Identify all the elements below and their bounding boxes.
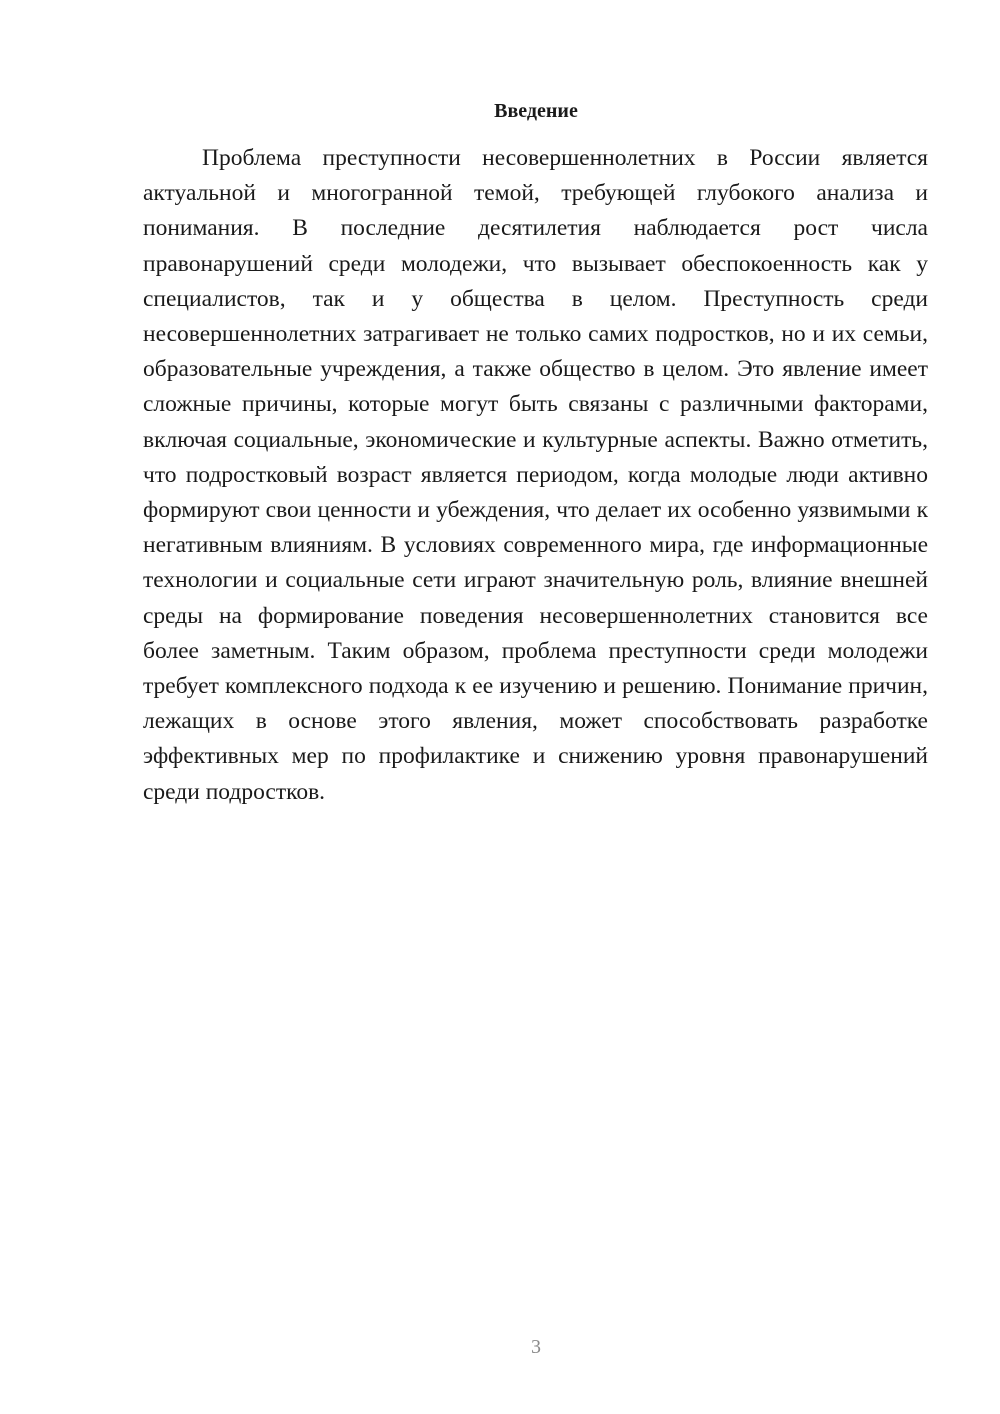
section-heading: Введение: [494, 100, 578, 122]
page-number: 3: [531, 1336, 541, 1358]
body-paragraph: Проблема преступности несовершеннолетних в России является актуальной и многогранной темой, требующей глубокого анализа и понимания. В последние десятилетия наблюдается рост числа правонарушений среди молодежи, что вызывает обеспокоенность как у специалистов, так и у общества в целом. Преступность среди несовершеннолетних затрагивает не только самих подростков, но и их семьи, образовательные учреждения, а также общество в целом. Это явление имеет сложные причины, которые могут быть связаны с различными факторами, включая социальные, экономические и культурные аспекты. Важно отметить, что подростковый возраст является периодом, когда молодые люди активно формируют свои ценности и убеждения, что делает их особенно уязвимыми к негативным влияниям. В условиях современного мира, где информационные технологии и социальные сети играют значительную роль, влияние внешней среды на формирование поведения несовершеннолетних становится все более заметным. Таким образом, проблема преступности среди молодежи требует комплексного подхода к ее изучению и решению. Понимание причин, лежащих в основе этого явления, может способствовать разработке эффективных мер по профилактике и снижению уровня правонарушений среди подростков.: [143, 145, 928, 805]
